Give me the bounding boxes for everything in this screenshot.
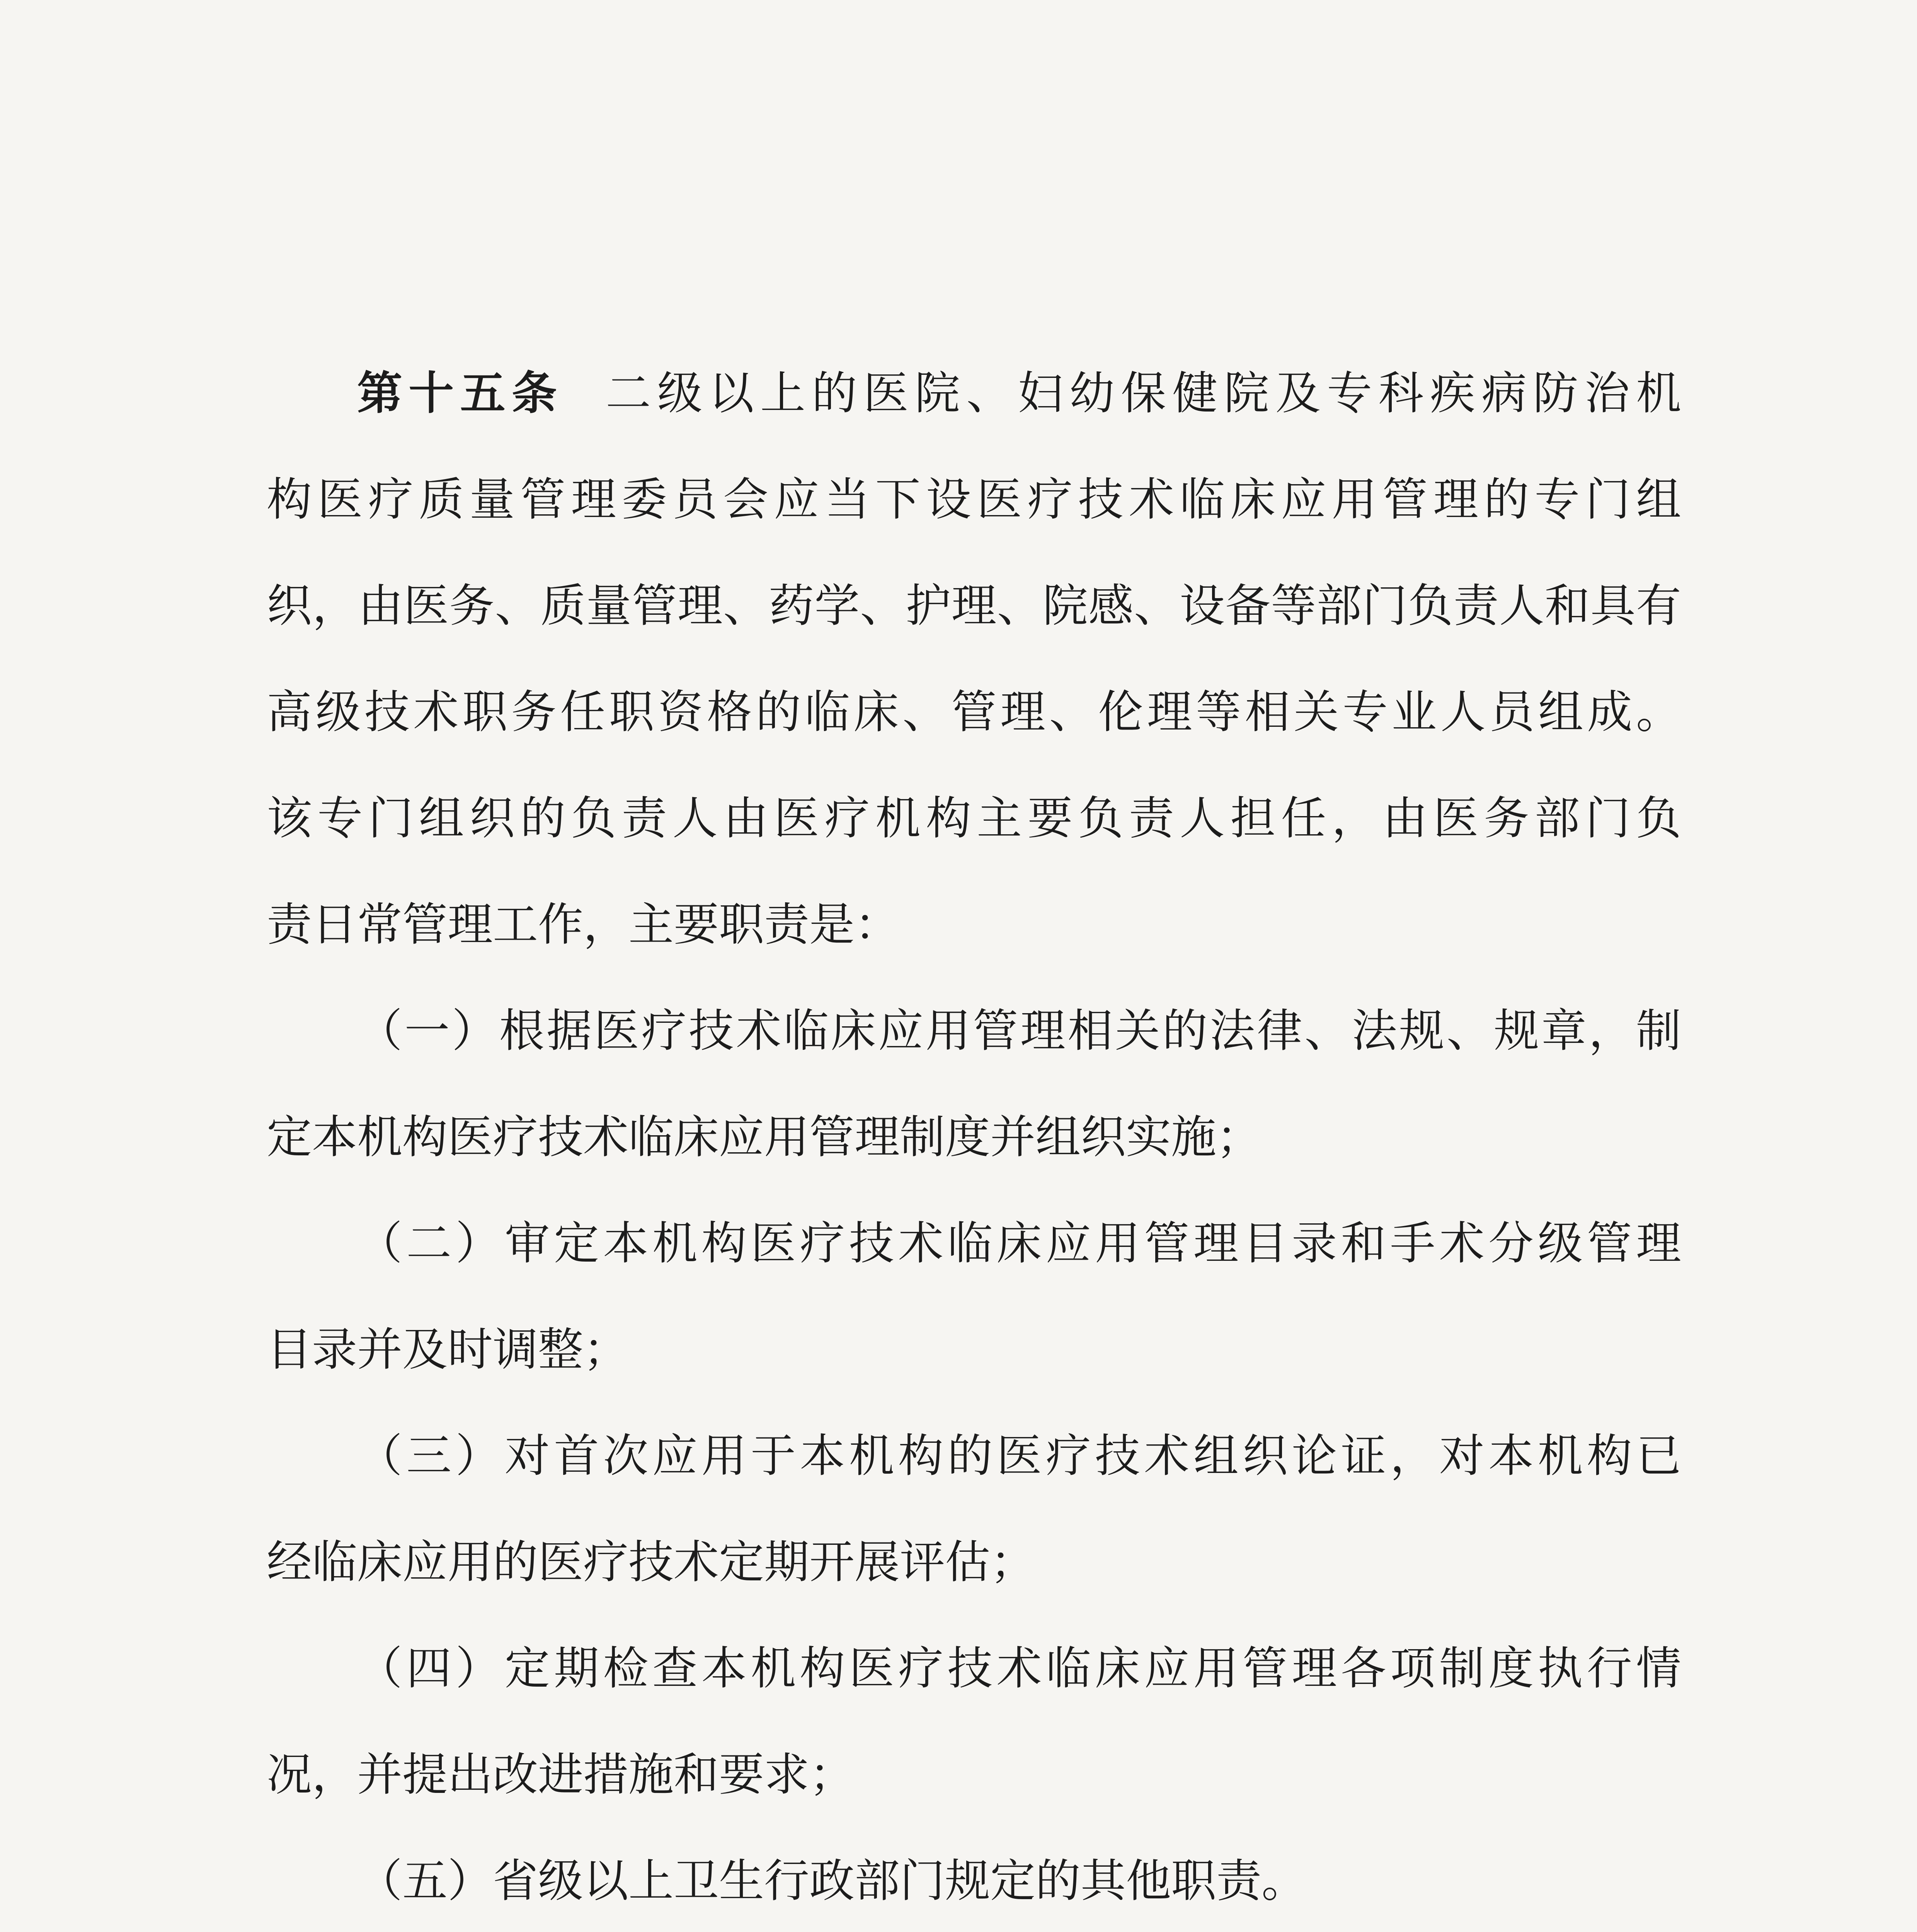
article-label: 第十五条 xyxy=(357,367,564,420)
line-text: （三）对首次应用于本机构的医疗技术组织论证，对本机构已 xyxy=(357,1429,1681,1482)
line-text: 二级以上的医院、妇幼保健院及专科疾病防治机 xyxy=(606,367,1681,420)
text-line xyxy=(267,1403,1681,1509)
text-line xyxy=(267,553,1681,659)
line-text: （一）根据医疗技术临床应用管理相关的法律、法规、规章，制 xyxy=(357,1004,1681,1057)
text-line xyxy=(267,978,1681,1084)
line-text: 定本机构医疗技术临床应用管理制度并组织实施； xyxy=(267,1111,1262,1163)
line-text: 况，并提出改进措施和要求； xyxy=(267,1748,855,1801)
line-text: 责日常管理工作，主要职责是： xyxy=(267,898,900,951)
line-text: 高级技术职务任职资格的临床、管理、伦理等相关专业人员组成。 xyxy=(267,685,1681,738)
text-line xyxy=(267,1084,1681,1190)
text-line xyxy=(267,1615,1681,1721)
line-text: （四）定期检查本机构医疗技术临床应用管理各项制度执行情 xyxy=(357,1642,1681,1695)
text-line xyxy=(267,340,1681,446)
document-body xyxy=(267,340,1681,1932)
line-text: 该专门组织的负责人由医疗机构主要负责人担任，由医务部门负 xyxy=(267,792,1681,845)
line-text: 目录并及时调整； xyxy=(267,1323,629,1376)
text-line xyxy=(267,1509,1681,1615)
text-line xyxy=(267,1296,1681,1403)
line-text: 经临床应用的医疗技术定期开展评估； xyxy=(267,1536,1036,1588)
line-text: （二）审定本机构医疗技术临床应用管理目录和手术分级管理 xyxy=(357,1217,1681,1270)
text-line xyxy=(267,765,1681,871)
text-line xyxy=(267,871,1681,978)
text-line xyxy=(267,1721,1681,1828)
text-line xyxy=(267,659,1681,765)
text-line xyxy=(267,446,1681,553)
text-line xyxy=(267,1190,1681,1296)
line-text: 构医疗质量管理委员会应当下设医疗技术临床应用管理的专门组 xyxy=(267,473,1681,526)
text-line xyxy=(267,1828,1681,1932)
line-text: 织，由医务、质量管理、药学、护理、院感、设备等部门负责人和具有 xyxy=(267,579,1681,632)
line-text: （五）省级以上卫生行政部门规定的其他职责。 xyxy=(357,1854,1307,1907)
